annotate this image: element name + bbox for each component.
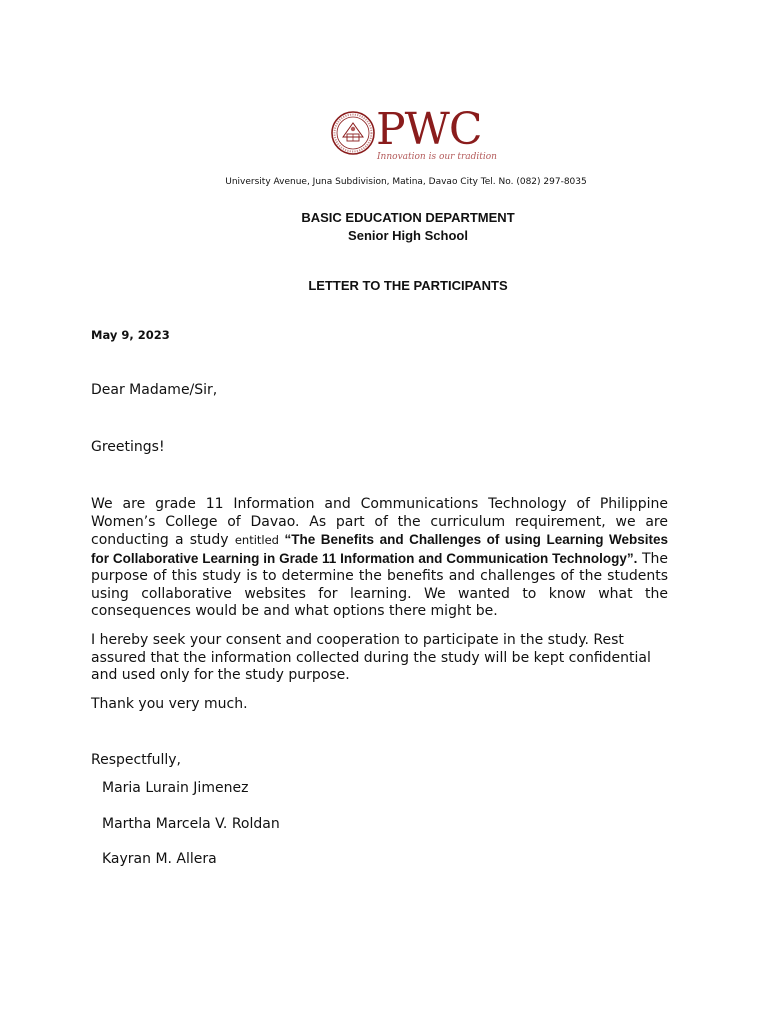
body-paragraph-2: I hereby seek your consent and cooperation to participate in the study. Rest assured that the information collected during the study will be kept confidential and used only for the study purpose. <box>91 632 651 683</box>
greeting: Greetings! <box>91 439 165 455</box>
body-paragraph-1 <box>91 496 668 621</box>
study-title: “The Benefits and Challenges of using Learning Websites for Collaborative Learning in Grade 11 Information and Communication Technology”. <box>91 532 668 566</box>
brand-name: PWC <box>376 104 482 155</box>
department-heading: BASIC EDUCATION DEPARTMENT <box>301 210 515 225</box>
signatory-name: Maria Lurain Jimenez <box>102 780 249 796</box>
thank-you-line: Thank you very much. <box>91 696 248 712</box>
letter-date: May 9, 2023 <box>91 328 170 342</box>
salutation: Dear Madame/Sir, <box>91 382 218 398</box>
college-seal-icon <box>330 110 376 156</box>
school-level-heading: Senior High School <box>348 228 468 243</box>
paragraph-1-intro: We are grade 11 Information and Communications Technology of Philippine Women’s College of Davao. As part of the curriculum requirement, we are conducting a study <box>91 496 668 548</box>
paragraph-1-rest: The purpose of this study is to determine the benefits and challenges of the students using collaborative websites for learning. We wanted to know what the consequences would be and what options there might be. <box>91 550 668 619</box>
signatory-name: Kayran M. Allera <box>102 851 217 867</box>
signatory-name: Martha Marcela V. Roldan <box>102 816 280 832</box>
pwc-logo <box>330 104 497 166</box>
institution-address: University Avenue, Juna Subdivision, Matina, Davao City Tel. No. (082) 297-8035 <box>225 177 587 187</box>
paragraph-1-entitled: entitled <box>234 533 279 547</box>
brand-tagline: Innovation is our tradition <box>377 152 497 162</box>
closing: Respectfully, <box>91 752 182 768</box>
letter-title: LETTER TO THE PARTICIPANTS <box>308 278 508 293</box>
